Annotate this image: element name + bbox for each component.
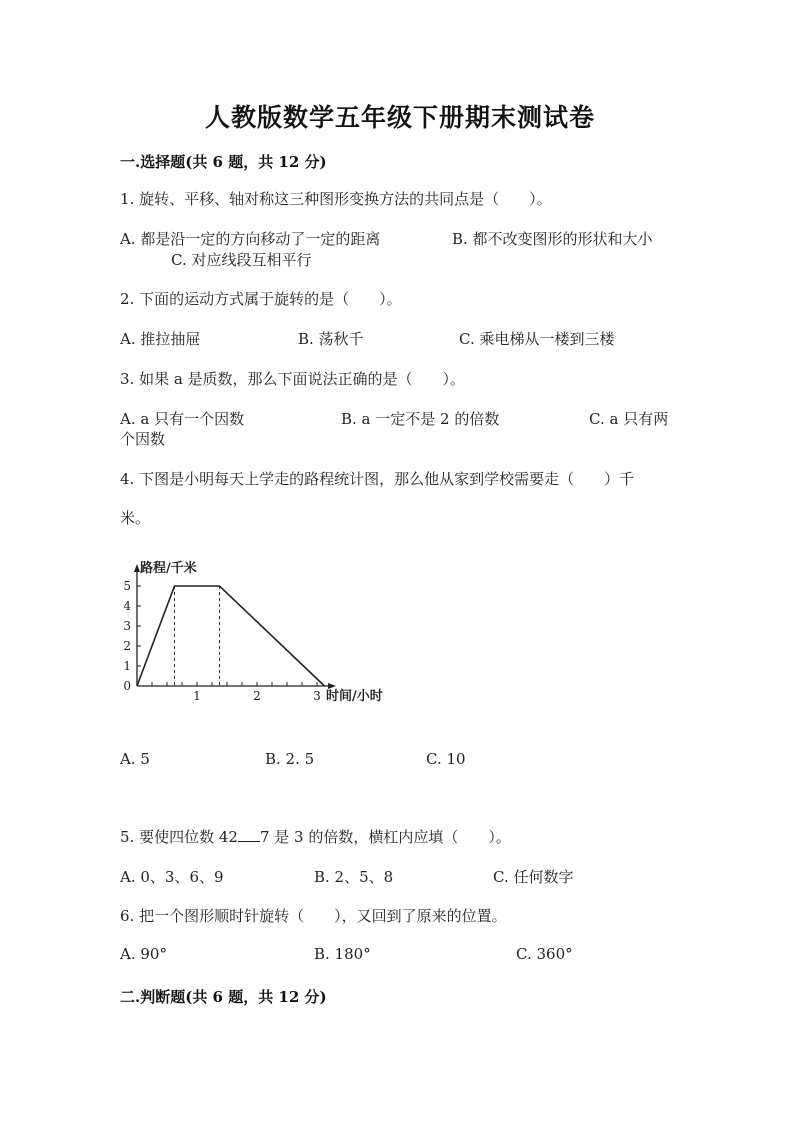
question-2-option-a[interactable]: A. 推拉抽屉 [120,330,201,348]
question-5-option-a[interactable]: A. 0、3、6、9 [120,868,224,886]
section-heading-choice: 一.选择题(共 6 题，共 12 分) [120,153,327,171]
question-4-stem-line-2: 米。 [120,509,151,527]
y-tick-label: 1 [123,659,131,673]
question-3-option-c[interactable]: C. a 只有两 [589,410,669,428]
y-tick-label: 3 [123,619,131,633]
question-4-stem-line-1: 4. 下图是小明每天上学走的路程统计图，那么他从家到学校需要走（ ）千 [120,470,635,488]
question-4-option-b[interactable]: B. 2. 5 [265,750,315,768]
x-tick-label: 3 [313,689,321,703]
question-5-stem [120,826,511,847]
question-3-stem: 3. 如果 a 是质数，那么下面说法正确的是（ ）。 [120,370,466,388]
x-tick-label: 2 [253,689,261,703]
question-1-stem: 1. 旋转、平移、轴对称这三种图形变换方法的共同点是（ ）。 [120,190,552,208]
x-tick-label: 1 [193,689,201,703]
question-5-option-b[interactable]: B. 2、5、8 [314,868,394,886]
distance-time-chart [115,560,415,710]
question-5-stem-after: 7 是 3 的倍数，横杠内应填（ ）。 [259,828,511,846]
question-1-option-b[interactable]: B. 都不改变图形的形状和大小 [452,230,653,248]
section-heading-judgement: 二.判断题(共 6 题，共 12 分) [120,988,327,1006]
question-2-option-c[interactable]: C. 乘电梯从一楼到三楼 [459,330,615,348]
y-tick-label: 0 [123,679,131,693]
question-4-option-a[interactable]: A. 5 [120,750,150,768]
y-axis-title: 路程/千米 [140,561,197,576]
question-3-option-c-continued: 个因数 [120,430,166,448]
y-tick-label: 2 [123,639,131,653]
distance-series-line [137,586,325,686]
question-1-option-a[interactable]: A. 都是沿一定的方向移动了一定的距离 [120,230,381,248]
page-title: 人教版数学五年级下册期末测试卷 [204,103,595,132]
x-axis-title: 时间/小时 [326,689,383,704]
question-4-option-c[interactable]: C. 10 [426,750,466,768]
question-6-stem: 6. 把一个图形顺时针旋转（ ），又回到了原来的位置。 [120,907,507,925]
y-tick-label: 4 [123,599,131,613]
question-3-option-b[interactable]: B. a 一定不是 2 的倍数 [341,410,500,428]
question-5-option-c[interactable]: C. 任何数字 [493,868,574,886]
question-6-option-b[interactable]: B. 180° [314,945,371,963]
y-tick-label: 5 [123,579,131,593]
question-6-option-a[interactable]: A. 90° [120,945,167,963]
question-3-option-a[interactable]: A. a 只有一个因数 [120,410,245,428]
question-2-stem: 2. 下面的运动方式属于旋转的是（ ）。 [120,290,402,308]
question-6-option-c[interactable]: C. 360° [516,945,573,963]
question-1-option-c[interactable]: C. 对应线段互相平行 [171,251,312,269]
question-5-stem-before: 5. 要使四位数 42 [120,828,238,846]
question-2-option-b[interactable]: B. 荡秋千 [298,330,364,348]
question-5-blank [238,827,260,842]
